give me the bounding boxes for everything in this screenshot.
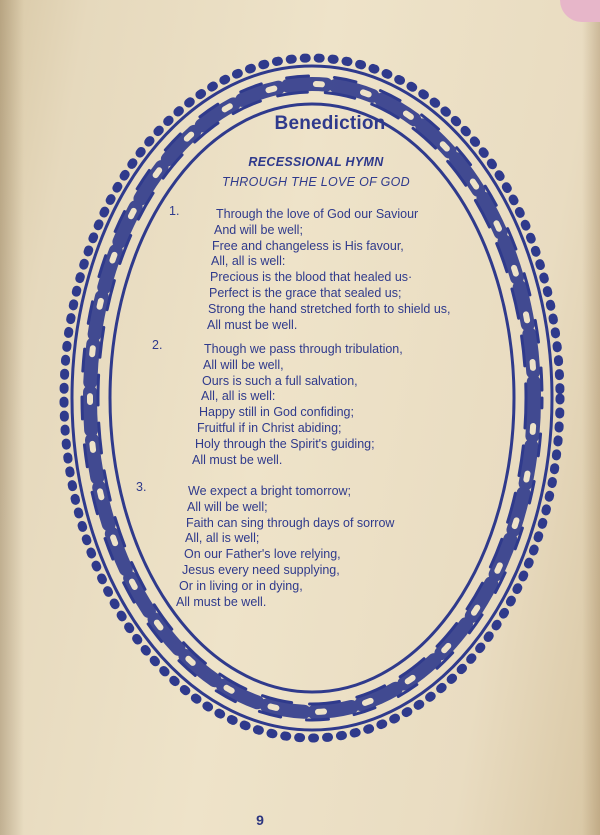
verse-2 [192, 342, 403, 468]
verse-line: Faith can sing through days of sorrow [186, 515, 395, 530]
verse-line: Jesus every need supplying, [182, 562, 340, 577]
verse-line: All, all is well: [211, 254, 286, 269]
verse-line: All, all is well; [185, 531, 260, 546]
verse-line: Happy still in God confiding; [199, 405, 354, 420]
verse-line: Holy through the Spirit's guiding; [195, 436, 375, 451]
verse-line: Perfect is the grace that sealed us; [209, 285, 402, 300]
verse-line: Fruitful if in Christ abiding; [197, 420, 342, 435]
hymn-title: THROUGH THE LOVE OF GOD [222, 175, 410, 189]
verse-1 [207, 207, 451, 333]
verse-line: All must be well. [192, 452, 283, 467]
verse-line: And will be well; [214, 222, 303, 237]
verse-line: Strong the hand stretched forth to shield us, [208, 301, 451, 316]
verse-line: On our Father's love relying, [184, 547, 341, 562]
verse-number: 1. [169, 204, 180, 218]
verse-line: We expect a bright tomorrow; [188, 484, 352, 498]
hymn-category: RECESSIONAL HYMN [248, 155, 384, 169]
page-number: 9 [256, 812, 264, 828]
verse-line: Through the love of God our Saviour [216, 207, 419, 221]
verse-line: All must be well. [176, 594, 267, 609]
page-title: Benediction [274, 113, 386, 134]
verse-line: All will be well, [203, 357, 284, 372]
verse-line: Ours is such a full salvation, [202, 373, 358, 388]
verse-line: Or in living or in dying, [179, 578, 303, 593]
verse-line: Though we pass through tribulation, [204, 342, 403, 356]
verse-line: All will be well; [187, 499, 268, 514]
verse-number: 2. [152, 338, 163, 352]
verse-3 [176, 484, 395, 610]
verse-line: All, all is well: [201, 389, 276, 404]
verse-number: 3. [136, 480, 147, 494]
verse-line: All must be well. [207, 317, 298, 332]
verse-line: Free and changeless is His favour, [212, 238, 404, 253]
verse-line: Precious is the blood that healed us· [210, 270, 413, 285]
